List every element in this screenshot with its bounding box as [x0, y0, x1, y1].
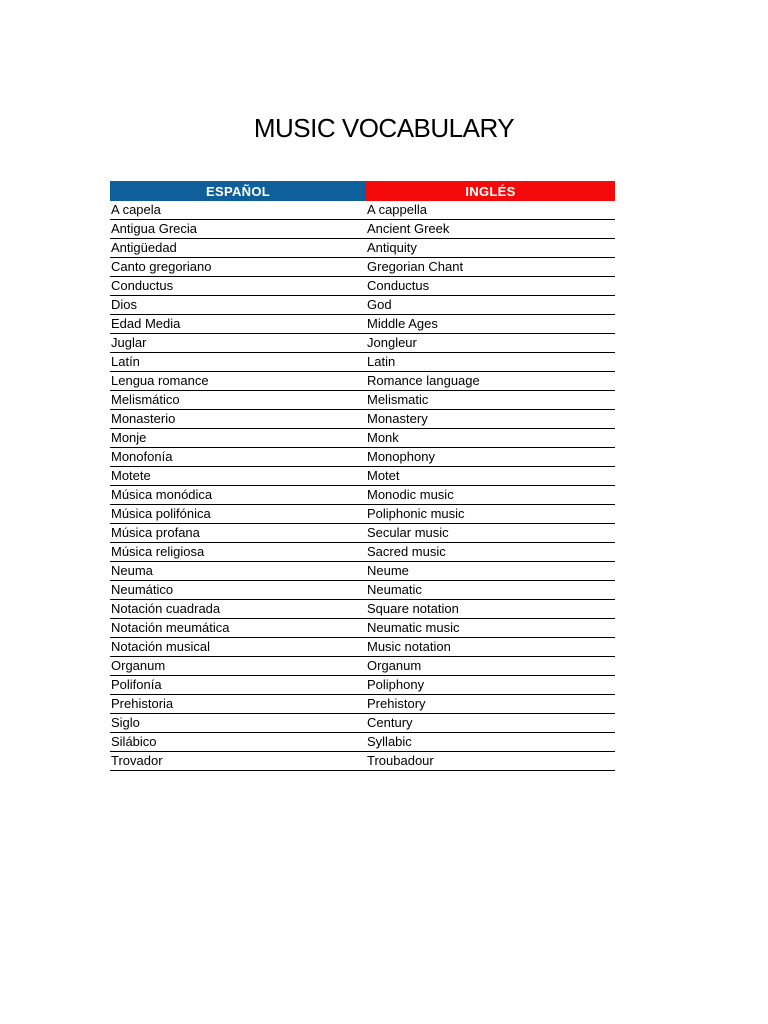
table-row: [110, 353, 615, 372]
cell-espanol: Siglo: [110, 714, 366, 733]
cell-ingles: Antiquity: [366, 239, 615, 258]
cell-ingles: Monophony: [366, 448, 615, 467]
cell-ingles: Prehistory: [366, 695, 615, 714]
table-row: [110, 201, 615, 220]
cell-espanol: A capela: [110, 201, 366, 220]
table-row: [110, 619, 615, 638]
table-row: [110, 562, 615, 581]
cell-espanol: Polifonía: [110, 676, 366, 695]
cell-ingles: Ancient Greek: [366, 220, 615, 239]
cell-espanol: Música religiosa: [110, 543, 366, 562]
vocabulary-table: [110, 181, 615, 771]
cell-ingles: Troubadour: [366, 752, 615, 771]
table-row: [110, 600, 615, 619]
cell-ingles: Monodic music: [366, 486, 615, 505]
cell-ingles: Neumatic: [366, 581, 615, 600]
cell-ingles: Jongleur: [366, 334, 615, 353]
cell-espanol: Prehistoria: [110, 695, 366, 714]
cell-espanol: Motete: [110, 467, 366, 486]
cell-espanol: Notación cuadrada: [110, 600, 366, 619]
cell-ingles: Neumatic music: [366, 619, 615, 638]
cell-espanol: Dios: [110, 296, 366, 315]
cell-ingles: Conductus: [366, 277, 615, 296]
cell-ingles: Romance language: [366, 372, 615, 391]
cell-espanol: Antigüedad: [110, 239, 366, 258]
cell-espanol: Melismático: [110, 391, 366, 410]
table-row: [110, 467, 615, 486]
cell-espanol: Neumático: [110, 581, 366, 600]
cell-espanol: Notación musical: [110, 638, 366, 657]
table-row: [110, 429, 615, 448]
cell-espanol: Canto gregoriano: [110, 258, 366, 277]
cell-espanol: Lengua romance: [110, 372, 366, 391]
cell-ingles: Music notation: [366, 638, 615, 657]
cell-ingles: Century: [366, 714, 615, 733]
cell-ingles: Poliphonic music: [366, 505, 615, 524]
table-row: [110, 733, 615, 752]
cell-ingles: Monastery: [366, 410, 615, 429]
cell-ingles: Monk: [366, 429, 615, 448]
table-row: [110, 524, 615, 543]
table-row: [110, 486, 615, 505]
table-row: [110, 657, 615, 676]
table-row: [110, 239, 615, 258]
table-row: [110, 410, 615, 429]
cell-ingles: Neume: [366, 562, 615, 581]
cell-espanol: Latín: [110, 353, 366, 372]
cell-ingles: God: [366, 296, 615, 315]
table-row: [110, 391, 615, 410]
cell-ingles: Gregorian Chant: [366, 258, 615, 277]
cell-espanol: Música polifónica: [110, 505, 366, 524]
cell-ingles: Poliphony: [366, 676, 615, 695]
cell-espanol: Monofonía: [110, 448, 366, 467]
cell-ingles: Organum: [366, 657, 615, 676]
table-row: [110, 296, 615, 315]
table-row: [110, 372, 615, 391]
cell-ingles: Melismatic: [366, 391, 615, 410]
cell-ingles: Secular music: [366, 524, 615, 543]
cell-espanol: Edad Media: [110, 315, 366, 334]
cell-ingles: Square notation: [366, 600, 615, 619]
table-row: [110, 220, 615, 239]
cell-espanol: Conductus: [110, 277, 366, 296]
table-row: [110, 277, 615, 296]
cell-ingles: Syllabic: [366, 733, 615, 752]
table-row: [110, 581, 615, 600]
table-row: [110, 334, 615, 353]
cell-espanol: Organum: [110, 657, 366, 676]
cell-espanol: Notación meumática: [110, 619, 366, 638]
cell-espanol: Antigua Grecia: [110, 220, 366, 239]
cell-ingles: A cappella: [366, 201, 615, 220]
table-row: [110, 638, 615, 657]
cell-espanol: Música profana: [110, 524, 366, 543]
table-row: [110, 505, 615, 524]
cell-espanol: Silábico: [110, 733, 366, 752]
table-row: [110, 752, 615, 771]
cell-espanol: Música monódica: [110, 486, 366, 505]
cell-espanol: Monje: [110, 429, 366, 448]
cell-ingles: Latin: [366, 353, 615, 372]
table-row: [110, 315, 615, 334]
table-row: [110, 448, 615, 467]
cell-espanol: Monasterio: [110, 410, 366, 429]
cell-espanol: Juglar: [110, 334, 366, 353]
table-row: [110, 676, 615, 695]
table-body: [110, 201, 615, 771]
cell-ingles: Motet: [366, 467, 615, 486]
cell-ingles: Middle Ages: [366, 315, 615, 334]
table-row: [110, 258, 615, 277]
header-espanol: ESPAÑOL: [110, 181, 366, 201]
table-row: [110, 543, 615, 562]
cell-espanol: Neuma: [110, 562, 366, 581]
table-row: [110, 714, 615, 733]
page-title: MUSIC VOCABULARY: [253, 113, 515, 143]
header-ingles: INGLÉS: [366, 181, 615, 201]
cell-ingles: Sacred music: [366, 543, 615, 562]
table-header-row: [110, 181, 615, 201]
cell-espanol: Trovador: [110, 752, 366, 771]
table-row: [110, 695, 615, 714]
